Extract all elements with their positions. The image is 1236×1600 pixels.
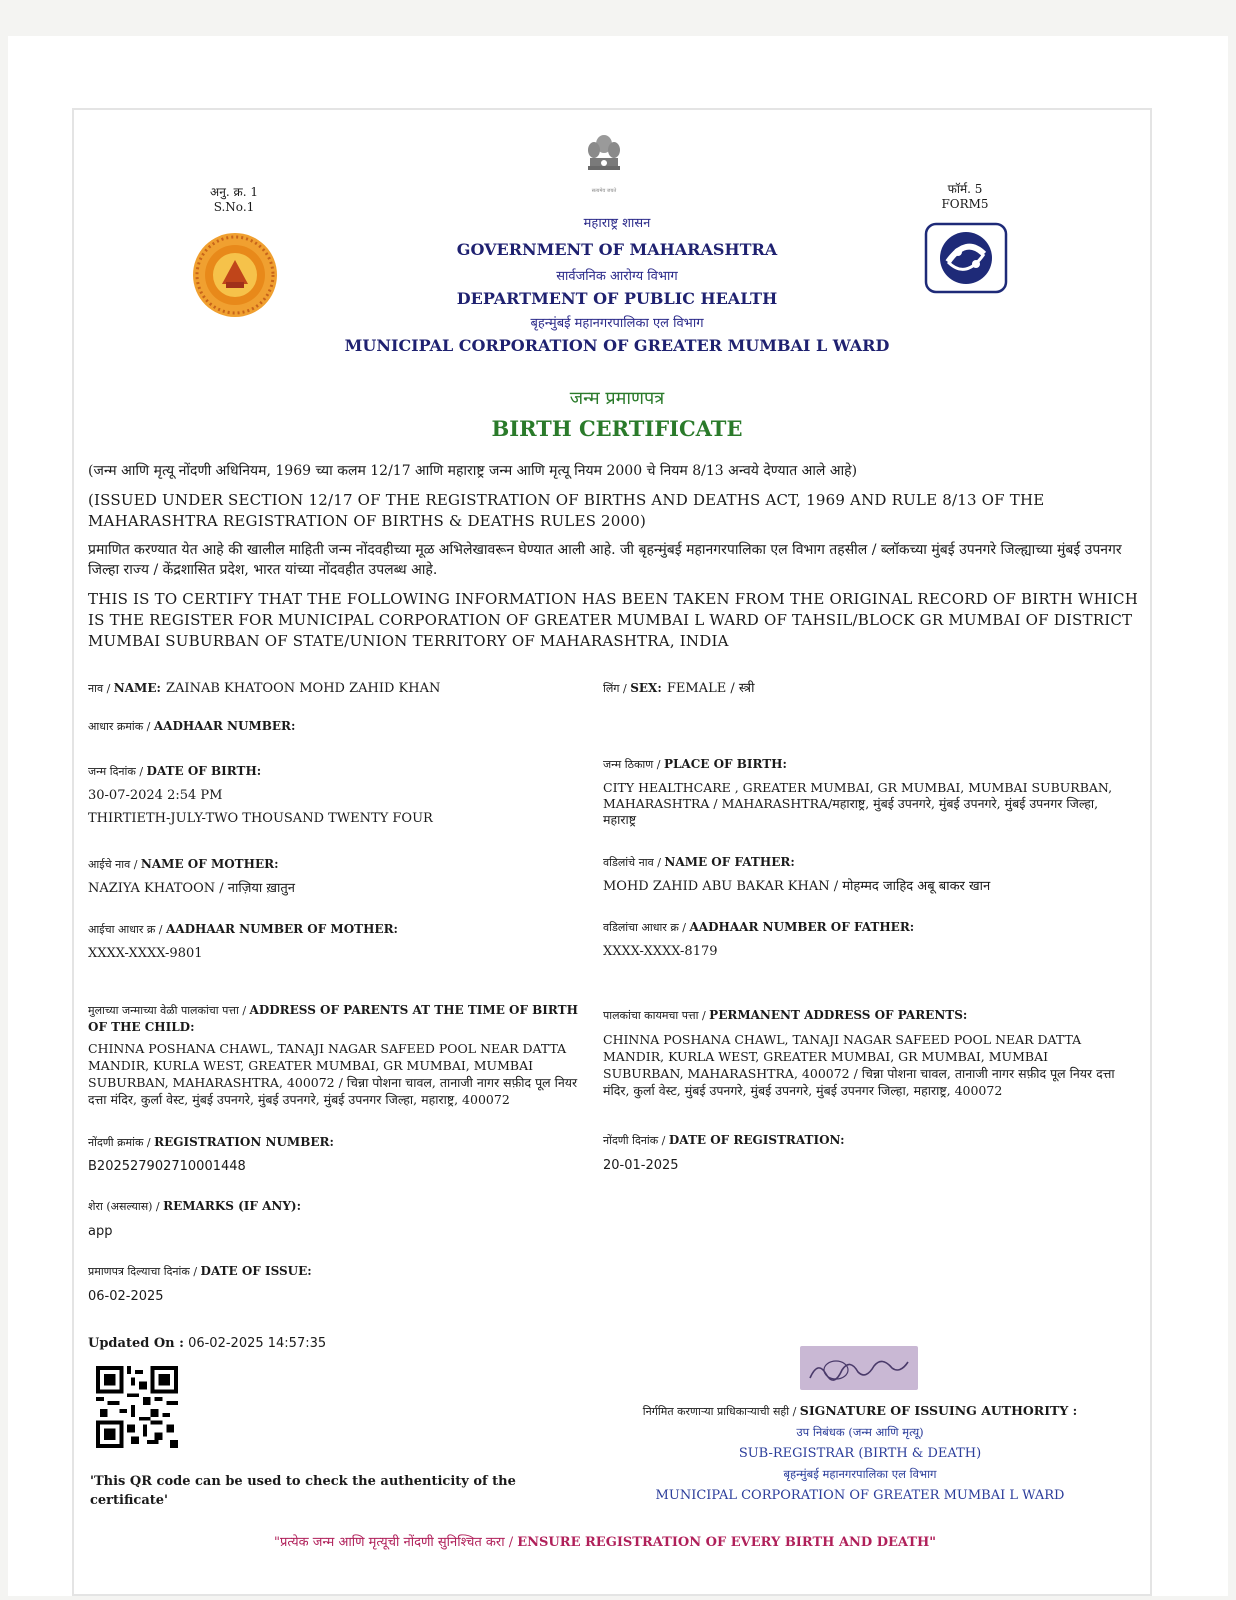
name-label: NAME: [113,681,161,695]
signature-label-devanagari: निर्गमित करणाऱ्या प्राधिकाऱ्याची सही / [642,1405,800,1418]
issue-date-label-devanagari: प्रमाणपत्र दिल्याचा दिनांक / [88,1265,201,1278]
pob-label: PLACE OF BIRTH: [663,757,787,771]
sex-value: FEMALE / स्त्री [666,681,755,696]
certificate-title: BIRTH CERTIFICATE [491,416,743,441]
reg-date-value: 20-01-2025 [603,1158,679,1173]
form-number [925,180,1005,211]
certificate-border [72,108,1152,1596]
footer-slogan-english: ENSURE REGISTRATION OF EVERY BIRTH AND DEATH" [517,1535,937,1550]
serial-number [194,183,274,214]
reg-date-label: DATE OF REGISTRATION: [668,1133,845,1147]
address-perm-label: PERMANENT ADDRESS OF PARENTS: [709,1008,968,1022]
footer-slogan-devanagari: "प्रत्येक जन्म आणि मृत्यूची नोंदणी सुनिश्चित करा / [273,1535,518,1550]
gov-title: GOVERNMENT OF MAHARASHTRA [456,240,778,259]
father-aadhaar-label: AADHAAR NUMBER OF FATHER: [689,920,915,934]
mother-aadhaar-value: XXXX-XXXX-9801 [88,946,203,961]
act-reference: (ISSUED UNDER SECTION 12/17 OF THE REGISTRATION OF BIRTHS AND DEATHS ACT, 1969 AND RULE 8/13 OF THE MAHARASHTRA REGISTRATION OF BIRTHS & DEATHS RULES 2000) [88,491,1045,530]
reg-date-label-group [603,1133,845,1148]
certification-statement: THIS IS TO CERTIFY THAT THE FOLLOWING INFORMATION HAS BEEN TAKEN FROM THE ORIGINAL RECORD OF BIRTH WHICH IS THE REGISTER FOR MUNICIPAL CORPORATION OF GREATER MUMBAI L WARD OF TAHSIL/BLOCK GR MUMBAI OF DISTRICT MUMBAI SUBURBAN OF STATE/UNION TERRITORY OF MAHARASHTRA, INDIA [88,590,1138,650]
certification-statement-devanagari: प्रमाणित करण्यात येत आहे की खालील माहिती जन्म नोंदवहीच्या मूळ अभिलेखावरून घेण्यात आली आहे. जी बृहन्मुंबई महानगरपालिका एल विभाग तहसील / ब्लॉकच्या मुंबई उपनगरे जिल्ह्याच्या मुंबई उपनगर जिल्हा राज्य / केंद्रशासित प्रदेश, भारत यांच्या नोंदवहीत उपलब्ध आहे. [88,542,1122,578]
mother-label: NAME OF MOTHER: [140,857,279,871]
signatory-corp: MUNICIPAL CORPORATION OF GREATER MUMBAI L WARD [655,1488,1065,1503]
remarks-label: REMARKS (IF ANY): [163,1199,302,1213]
reg-date-label-devanagari: नोंदणी दिनांक / [603,1134,669,1147]
remarks-label-group [88,1199,301,1214]
father-label-group [603,855,795,870]
father-label: NAME OF FATHER: [664,855,795,869]
serial-number-devanagari: अनु. क्र. 1 [210,185,258,199]
father-aadhaar-label-group [603,920,914,935]
address-birth-label-devanagari: मुलाच्या जन्माच्या वेळी पालकांचा पत्ता / [88,1004,250,1017]
dob-label-devanagari: जन्म दिनांक / [88,765,147,778]
pob-label-devanagari: जन्म ठिकाण / [603,758,664,771]
updated-on-label: Updated On : [88,1336,184,1351]
name-field [88,677,588,698]
issue-date-label-group [88,1264,312,1279]
emblem-caption: सत्यमेव जयते [591,188,617,194]
gov-title-devanagari: महाराष्ट्र शासन [583,216,651,231]
address-birth-label: ADDRESS OF PARENTS AT THE TIME OF BIRTH OF THE CHILD: [88,1003,578,1034]
mother-value: NAZIYA KHATOON / नाज़िया ख़ातुन [88,881,296,896]
reg-no-label: REGISTRATION NUMBER: [154,1135,334,1149]
dept-title-devanagari: सार्वजनिक आरोग्य विभाग [556,269,678,284]
corp-title: MUNICIPAL CORPORATION OF GREATER MUMBAI L WARD [344,336,890,355]
updated-on [88,1336,326,1351]
signature-label-group [600,1403,1120,1419]
pob-value: CITY HEALTHCARE , GREATER MUMBAI, GR MUMBAI, MUMBAI SUBURBAN, MAHARASHTRA / MAHARASHTRA/महाराष्ट्र, मुंबई उपनगरे, मुंबई उपनगरे, मुंबई उपनगर जिल्हा, महाराष्ट्र [603,780,1113,827]
address-perm-label-devanagari: पालकांचा कायमचा पत्ता / [603,1009,710,1022]
mother-aadhaar-label-group [88,922,398,937]
reg-no-label-group [88,1135,334,1150]
dob-label: DATE OF BIRTH: [146,764,262,778]
corp-title-devanagari: बृहन्मुंबई महानगरपालिका एल विभाग [530,316,704,331]
address-birth-value: CHINNA POSHANA CHAWL, TANAJI NAGAR SAFEED POOL NEAR DATTA MANDIR, KURLA WEST, GREATER MUMBAI, GR MUMBAI, MUMBAI SUBURBAN, MAHARASHTRA, 400072 / चिन्ना पोशना चावल, तानाजी नागर सफ़ीद पूल नियर दत्ता मंदिर, कुर्ला वेस्ट, मुंबई उपनगरे, मुंबई उपनगरे, मुंबई उपनगर जिल्हा, महाराष्ट्र, 400072 [88,1041,578,1107]
mother-aadhaar-label: AADHAAR NUMBER OF MOTHER: [165,922,398,936]
remarks-label-devanagari: शेरा (असल्यास) / [88,1200,164,1213]
national-emblem-icon [584,134,624,194]
reg-no-label-devanagari: नोंदणी क्रमांक / [88,1136,155,1149]
signature-label: SIGNATURE OF ISSUING AUTHORITY : [799,1403,1078,1418]
name-value: ZAINAB KHATOON MOHD ZAHID KHAN [166,681,441,696]
qr-note: 'This QR code can be used to check the authenticity of the certificate' [90,1474,516,1508]
dob-label-group [88,764,261,779]
father-aadhaar-value: XXXX-XXXX-8179 [603,944,718,959]
sex-label-devanagari: लिंग / [603,682,631,695]
address-birth-label-group [88,1002,588,1035]
serial-number-english: S.No.1 [213,200,255,214]
footer-slogan [150,1532,1060,1550]
form-number-devanagari: फॉर्म. 5 [947,182,983,196]
name-label-devanagari: नाव / [88,682,114,695]
aadhaar-label-group [88,719,295,734]
form-number-english: FORM5 [941,197,989,211]
dob-words-value: THIRTIETH-JULY-TWO THOUSAND TWENTY FOUR [88,811,433,826]
qr-code-icon[interactable] [96,1366,178,1452]
sex-field [603,677,1123,698]
mother-label-group [88,857,279,872]
father-value: MOHD ZAHID ABU BAKAR KHAN / मोहम्मद जाहिद अबू बाकर खान [603,879,991,894]
address-perm-value: CHINNA POSHANA CHAWL, TANAJI NAGAR SAFEED POOL NEAR DATTA MANDIR, KURLA WEST, GREATER MUMBAI, GR MUMBAI, MUMBAI SUBURBAN, MAHARASHTRA, 400072 / चिन्ना पोशना चावल, तानाजी नागर सफ़ीद पूल नियर दत्ता मंदिर, कुर्ला वेस्ट, मुंबई उपनगरे, मुंबई उपनगरे, मुंबई उपनगर जिल्हा, महाराष्ट्र, 400072 [603,1032,1115,1098]
signatory-role: SUB-REGISTRAR (BIRTH & DEATH) [738,1446,982,1461]
signatory-role-devanagari: उप निबंधक (जन्म आणि मृत्यू) [796,1425,924,1439]
signature-image [800,1346,918,1390]
father-label-devanagari: वडिलांचे नाव / [603,856,665,869]
aadhaar-label: AADHAAR NUMBER: [153,719,296,733]
act-reference-devanagari: (जन्म आणि मृत्यू नोंदणी अधिनियम, 1969 च्या कलम 12/17 आणि महाराष्ट्र जन्म आणि मृत्यू नियम 2000 चे नियम 8/13 अन्वये देण्यात आले आहे) [88,463,858,479]
father-aadhaar-label-devanagari: वडिलांचा आधार क्र / [603,921,690,934]
updated-on-value: 06-02-2025 14:57:35 [188,1336,327,1351]
reg-no-value: B202527902710001448 [88,1159,246,1174]
dept-title: DEPARTMENT OF PUBLIC HEALTH [456,289,778,308]
issue-date-value: 06-02-2025 [88,1289,164,1304]
mother-label-devanagari: आईचे नाव / [88,858,141,871]
mother-aadhaar-label-devanagari: आईचा आधार क्र / [88,923,166,936]
dob-value: 30-07-2024 2:54 PM [88,788,223,803]
maharashtra-seal-icon [192,232,278,318]
aadhaar-label-devanagari: आधार क्रमांक / [88,720,154,733]
sex-label: SEX: [630,681,662,695]
issue-date-label: DATE OF ISSUE: [200,1264,312,1278]
remarks-value: app [88,1224,113,1239]
signatory-corp-devanagari: बृहन्मुंबई महानगरपालिका एल विभाग [783,1467,937,1481]
pob-label-group [603,757,787,772]
address-perm-label-group [603,1008,967,1023]
certificate-title-devanagari: जन्म प्रमाणपत्र [569,388,665,409]
